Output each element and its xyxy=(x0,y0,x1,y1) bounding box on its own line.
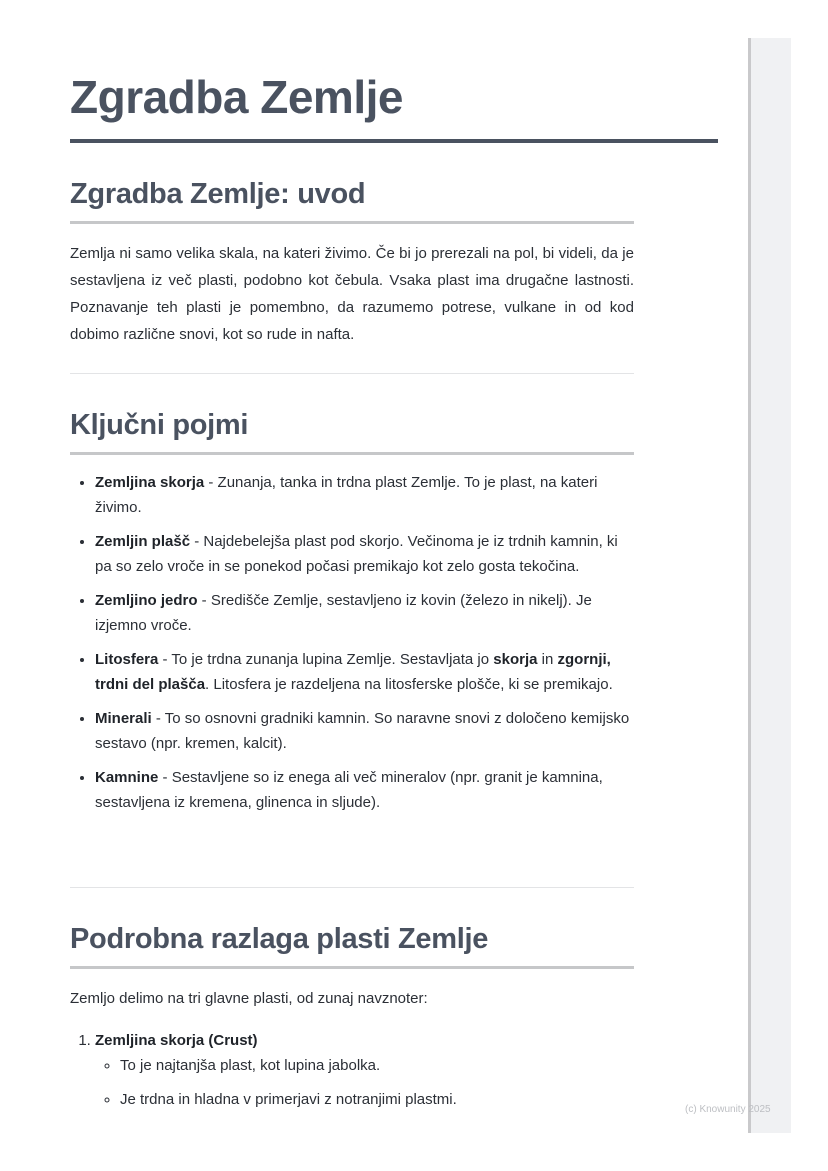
list-item xyxy=(95,470,634,520)
page-sidebar xyxy=(748,38,791,1133)
definition: - To je trdna zunanja lupina Zemlje. Sestavljata jo xyxy=(158,651,494,668)
layers-intro: Zemljo delimo na tri glavne plasti, od zunaj navznoter: xyxy=(70,990,428,1007)
term: Zemljino jedro xyxy=(95,592,198,609)
key-terms-list xyxy=(70,470,634,824)
list-item xyxy=(95,529,634,579)
copyright-footer: (c) Knowunity 2025 xyxy=(685,1104,771,1115)
term: Zemljina skorja xyxy=(95,474,205,491)
list-item: ◦ To je najtanjša plast, kot lupina jabolka. xyxy=(120,1053,634,1078)
heading-rule xyxy=(70,452,634,455)
term: Litosfera xyxy=(95,651,159,668)
definition: - Sestavljene so iz enega ali več mineralov (npr. granit je kamnina, sestavljena iz kremena, glinenca in sljude). xyxy=(95,769,603,811)
layer-points xyxy=(95,1053,634,1112)
divider xyxy=(70,373,634,374)
list-item xyxy=(95,765,634,815)
list-item: ◦ Je trdna in hladna v primerjavi z notranjimi plastmi. xyxy=(120,1087,634,1112)
term: Kamnine xyxy=(95,769,159,786)
intro-paragraph: Zemlja ni samo velika skala, na kateri živimo. Če bi jo prerezali na pol, bi videli, da je sestavljena iz več plasti, podobno kot čebula. Vsaka plast ima drugačne lastnosti. Poznavanje teh plasti je pomembno, da razumemo potrese, vulkane in od kod dobimo različne snovi, kot so rude in nafta. xyxy=(70,245,634,343)
page-title: Zgradba Zemlje xyxy=(70,71,403,123)
layers-list xyxy=(70,1028,634,1121)
divider xyxy=(70,887,634,888)
heading-rule xyxy=(70,221,634,224)
list-item xyxy=(95,647,634,697)
section-heading-key-terms: Ključni pojmi xyxy=(70,409,249,441)
definition: . Litosfera je razdeljena na litosferske plošče, ki se premikajo. xyxy=(205,676,613,693)
layer-title: Zemljina skorja (Crust) xyxy=(95,1032,258,1049)
heading-rule xyxy=(70,966,634,969)
title-rule xyxy=(70,139,718,143)
section-heading-layers: Podrobna razlaga plasti Zemlje xyxy=(70,923,489,955)
term: Minerali xyxy=(95,710,152,727)
list-item xyxy=(95,1028,634,1112)
emphasis: zgornji, trdni del plašča xyxy=(95,651,611,693)
definition: in xyxy=(537,651,558,668)
definition: - Središče Zemlje, sestavljeno iz kovin (železo in nikelj). Je izjemno vroče. xyxy=(95,592,592,634)
definition: - To so osnovni gradniki kamnin. So naravne snovi z določeno kemijsko sestavo (npr. kremen, kalcit). xyxy=(95,710,630,752)
emphasis: skorja xyxy=(493,651,538,668)
list-item xyxy=(95,706,634,756)
definition: - Najdebelejša plast pod skorjo. Večinoma je iz trdnih kamnin, ki pa so zelo vroče in se ponekod počasi premikajo kot zelo gosta tekočina. xyxy=(95,533,618,575)
term: Zemljin plašč xyxy=(95,533,191,550)
definition: - Zunanja, tanka in trdna plast Zemlje. To je plast, na kateri živimo. xyxy=(95,474,598,516)
list-item xyxy=(95,588,634,638)
section-heading-intro: Zgradba Zemlje: uvod xyxy=(70,178,366,210)
